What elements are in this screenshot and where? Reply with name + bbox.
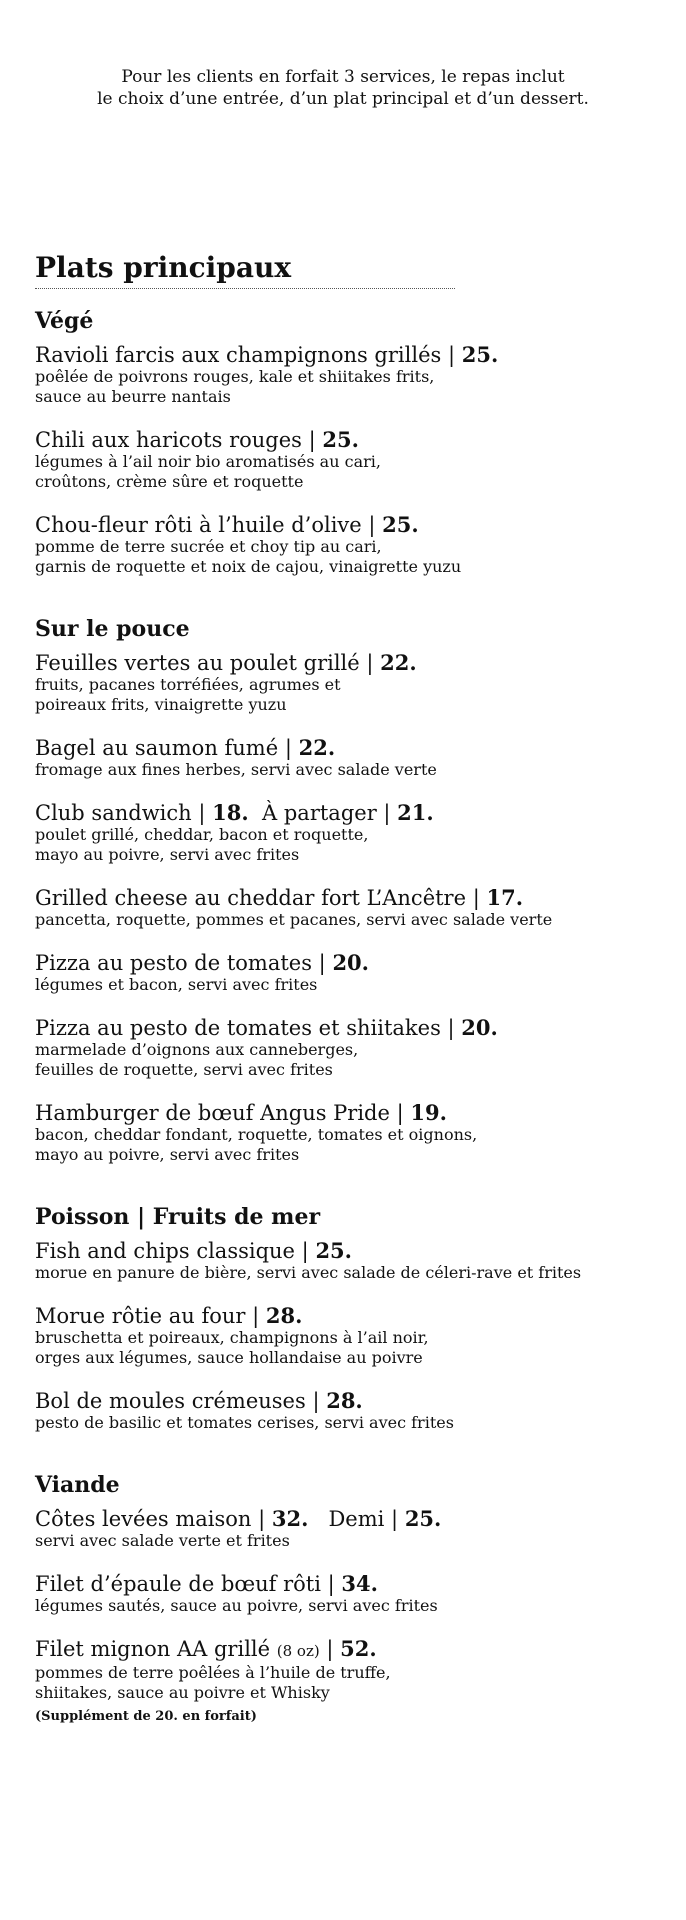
section-title: Plats principaux <box>35 250 455 289</box>
item-price: 25. <box>382 512 419 537</box>
item-description: shiitakes, sauce au poivre et Whisky <box>35 1683 330 1702</box>
item-name: Filet mignon AA grillé <box>35 1637 271 1661</box>
category-title-viande: Viande <box>35 1472 120 1498</box>
item-name-line <box>35 1507 655 1531</box>
menu-section <box>35 250 655 1749</box>
menu-item <box>35 343 655 407</box>
item-name-line <box>35 513 655 537</box>
menu-item <box>35 1572 655 1616</box>
item-description: servi avec salade verte et frites <box>35 1531 290 1550</box>
item-name-line <box>35 1016 655 1040</box>
item-name: Feuilles vertes au poulet grillé | <box>35 651 374 675</box>
menu-item <box>35 1016 655 1080</box>
item-price: 20. <box>461 1015 498 1040</box>
menu-item <box>35 1507 655 1551</box>
intro-line-1: Pour les clients en forfait 3 services, le repas inclut <box>121 67 565 87</box>
item-description: croûtons, crème sûre et roquette <box>35 472 304 491</box>
item-price: 17. <box>486 885 524 910</box>
item-description: pomme de terre sucrée et choy tip au cari, <box>35 537 382 556</box>
item-description: sauce au beurre nantais <box>35 387 231 406</box>
item-name: Club sandwich | <box>35 801 206 825</box>
item-price: 28. <box>265 1303 303 1328</box>
item-supplement-note: (Supplément de 20. en forfait) <box>35 1709 257 1724</box>
item-description: bruschetta et poireaux, champignons à l’ail noir, <box>35 1328 429 1347</box>
item-name: Grilled cheese au cheddar fort L’Ancêtre | <box>35 886 480 910</box>
menu-item <box>35 428 655 492</box>
item-description: poulet grillé, cheddar, bacon et roquette, <box>35 825 369 844</box>
item-separator: | <box>326 1637 334 1661</box>
item-description: pancetta, roquette, pommes et pacanes, servi avec salade verte <box>35 910 553 929</box>
item-price: 22. <box>380 650 417 675</box>
item-name: Bagel au saumon fumé | <box>35 736 292 760</box>
item-name-line <box>35 428 655 452</box>
item-name-secondary: À partager | <box>262 801 391 825</box>
item-name-secondary: Demi | <box>328 1507 399 1531</box>
item-name-line <box>35 1101 655 1125</box>
item-price: 25. <box>322 427 359 452</box>
item-name: Filet d’épaule de bœuf rôti | <box>35 1572 335 1596</box>
item-name-line <box>35 1304 655 1328</box>
menu-item <box>35 513 655 577</box>
item-description: feuilles de roquette, servi avec frites <box>35 1060 333 1079</box>
item-name-line <box>35 801 655 825</box>
item-description: orges aux légumes, sauce hollandaise au poivre <box>35 1348 423 1367</box>
menu-item <box>35 886 655 930</box>
item-name: Bol de moules crémeuses | <box>35 1389 320 1413</box>
item-name: Pizza au pesto de tomates et shiitakes | <box>35 1016 455 1040</box>
item-price: 32. <box>271 1506 309 1531</box>
menu-item <box>35 1389 655 1433</box>
item-name-line <box>35 343 655 367</box>
item-name: Pizza au pesto de tomates | <box>35 951 326 975</box>
item-description: poireaux frits, vinaigrette yuzu <box>35 695 287 714</box>
item-name: Chou-fleur rôti à l’huile d’olive | <box>35 513 376 537</box>
item-description: poêlée de poivrons rouges, kale et shiitakes frits, <box>35 367 435 386</box>
menu-item <box>35 736 655 780</box>
menu-item <box>35 1304 655 1368</box>
item-name: Fish and chips classique | <box>35 1239 309 1263</box>
item-description: pommes de terre poêlées à l’huile de truffe, <box>35 1663 391 1682</box>
intro-text <box>0 66 686 110</box>
item-price: 28. <box>326 1388 363 1413</box>
item-name-line <box>35 1572 655 1596</box>
item-price-secondary: 25. <box>404 1506 442 1531</box>
item-name: Côtes levées maison | <box>35 1507 266 1531</box>
item-name-line <box>35 1637 655 1663</box>
menu-item <box>35 651 655 715</box>
menu-item <box>35 951 655 995</box>
item-description: légumes et bacon, servi avec frites <box>35 975 318 994</box>
item-name: Chili aux haricots rouges | <box>35 428 316 452</box>
item-price: 18. <box>212 800 249 825</box>
item-price: 20. <box>332 950 369 975</box>
item-description: pesto de basilic et tomates cerises, servi avec frites <box>35 1413 454 1432</box>
category-title-sur-le-pouce: Sur le pouce <box>35 616 190 642</box>
item-price: 34. <box>341 1571 378 1596</box>
item-description: légumes sautés, sauce au poivre, servi avec frites <box>35 1596 438 1615</box>
item-description: fromage aux fines herbes, servi avec salade verte <box>35 760 437 779</box>
menu-item <box>35 1239 655 1283</box>
item-description: garnis de roquette et noix de cajou, vinaigrette yuzu <box>35 557 462 576</box>
item-name: Morue rôtie au four | <box>35 1304 260 1328</box>
item-name-line <box>35 651 655 675</box>
item-price: 19. <box>410 1100 447 1125</box>
menu-item <box>35 801 655 865</box>
item-name-line <box>35 951 655 975</box>
item-description: fruits, pacanes torréfiées, agrumes et <box>35 675 341 694</box>
category-title-poisson: Poisson | Fruits de mer <box>35 1204 321 1230</box>
item-description: bacon, cheddar fondant, roquette, tomates et oignons, <box>35 1125 478 1144</box>
item-description: mayo au poivre, servi avec frites <box>35 1145 300 1164</box>
item-price: 25. <box>315 1238 352 1263</box>
item-description: légumes à l’ail noir bio aromatisés au cari, <box>35 452 381 471</box>
item-name-line <box>35 1239 655 1263</box>
item-name: Hamburger de bœuf Angus Pride | <box>35 1101 404 1125</box>
item-name-line <box>35 736 655 760</box>
item-size: (8 oz) <box>276 1642 320 1660</box>
menu-item <box>35 1101 655 1165</box>
item-description: morue en panure de bière, servi avec salade de céleri-rave et frites <box>35 1263 582 1282</box>
item-description: mayo au poivre, servi avec frites <box>35 845 300 864</box>
item-price-secondary: 21. <box>397 800 434 825</box>
category-title-vege: Végé <box>35 308 94 334</box>
item-name-line <box>35 886 655 910</box>
item-price: 22. <box>298 735 336 760</box>
item-name: Ravioli farcis aux champignons grillés | <box>35 343 456 367</box>
intro-line-2: le choix d’une entrée, d’un plat principal et d’un dessert. <box>97 89 589 109</box>
item-name-line <box>35 1389 655 1413</box>
menu-item <box>35 1637 655 1728</box>
item-price: 25. <box>461 342 499 367</box>
item-description: marmelade d’oignons aux canneberges, <box>35 1040 359 1059</box>
item-price: 52. <box>340 1636 377 1661</box>
